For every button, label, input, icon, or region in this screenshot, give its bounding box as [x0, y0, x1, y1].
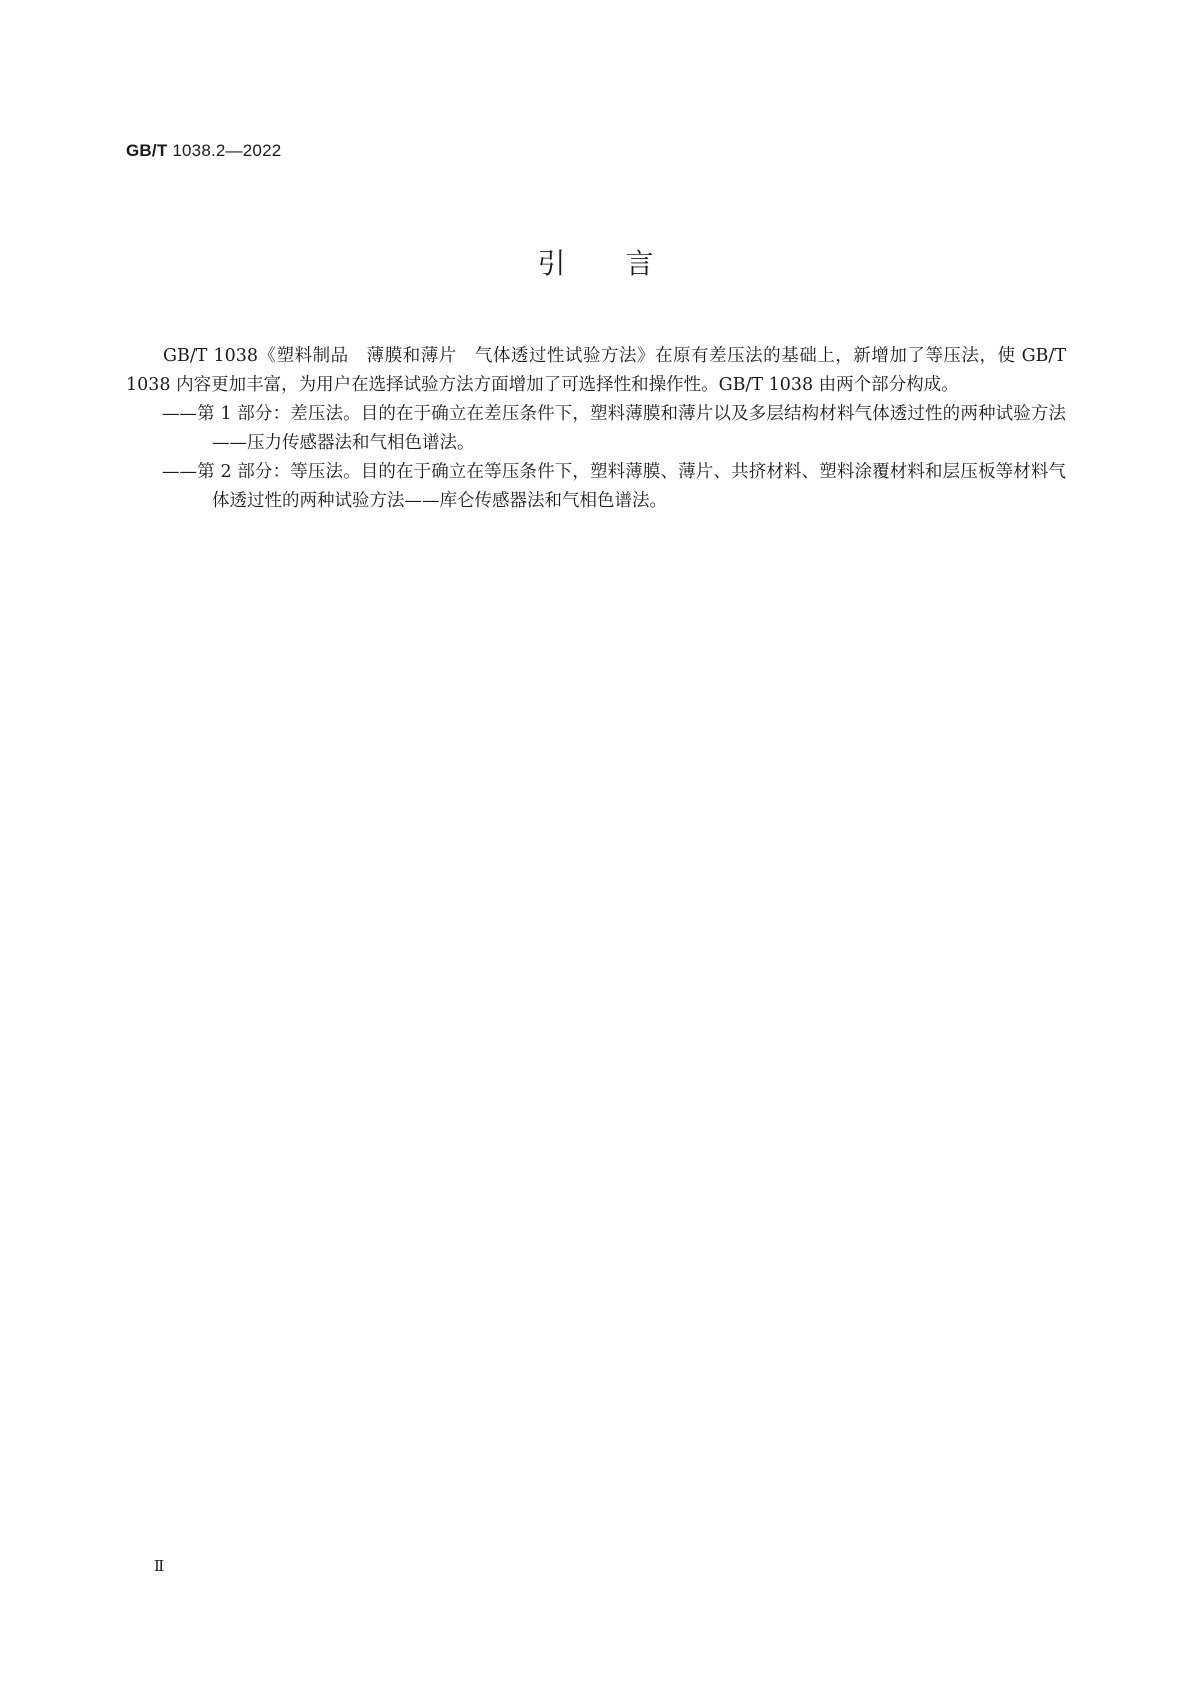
- standard-code-number: 1038.2—2022: [172, 141, 282, 160]
- section-title: 引言: [537, 247, 714, 280]
- list-item-part-2: ——第 2 部分：等压法。目的在于确立在等压条件下，塑料薄膜、薄片、共挤材料、塑料涂覆材料和层压板等材料气体透过性的两种试验方法——库仑传感器法和气相色谱法。: [162, 462, 1066, 511]
- standard-code-prefix: GB/T: [126, 141, 168, 160]
- list-item-part-1: ——第 1 部分：差压法。目的在于确立在差压条件下，塑料薄膜和薄片以及多层结构材料气体透过性的两种试验方法——压力传感器法和气相色谱法。: [162, 404, 1066, 453]
- standard-code-header: [126, 141, 281, 161]
- body-text: [126, 342, 1066, 516]
- intro-paragraph: GB/T 1038《塑料制品 薄膜和薄片 气体透过性试验方法》在原有差压法的基础上，新增加了等压法，使 GB/T 1038 内容更加丰富，为用户在选择试验方法方面增加了可选择性和操作性。GB/T 1038 由两个部分构成。: [126, 346, 1066, 395]
- page-number: Ⅱ: [154, 1557, 165, 1575]
